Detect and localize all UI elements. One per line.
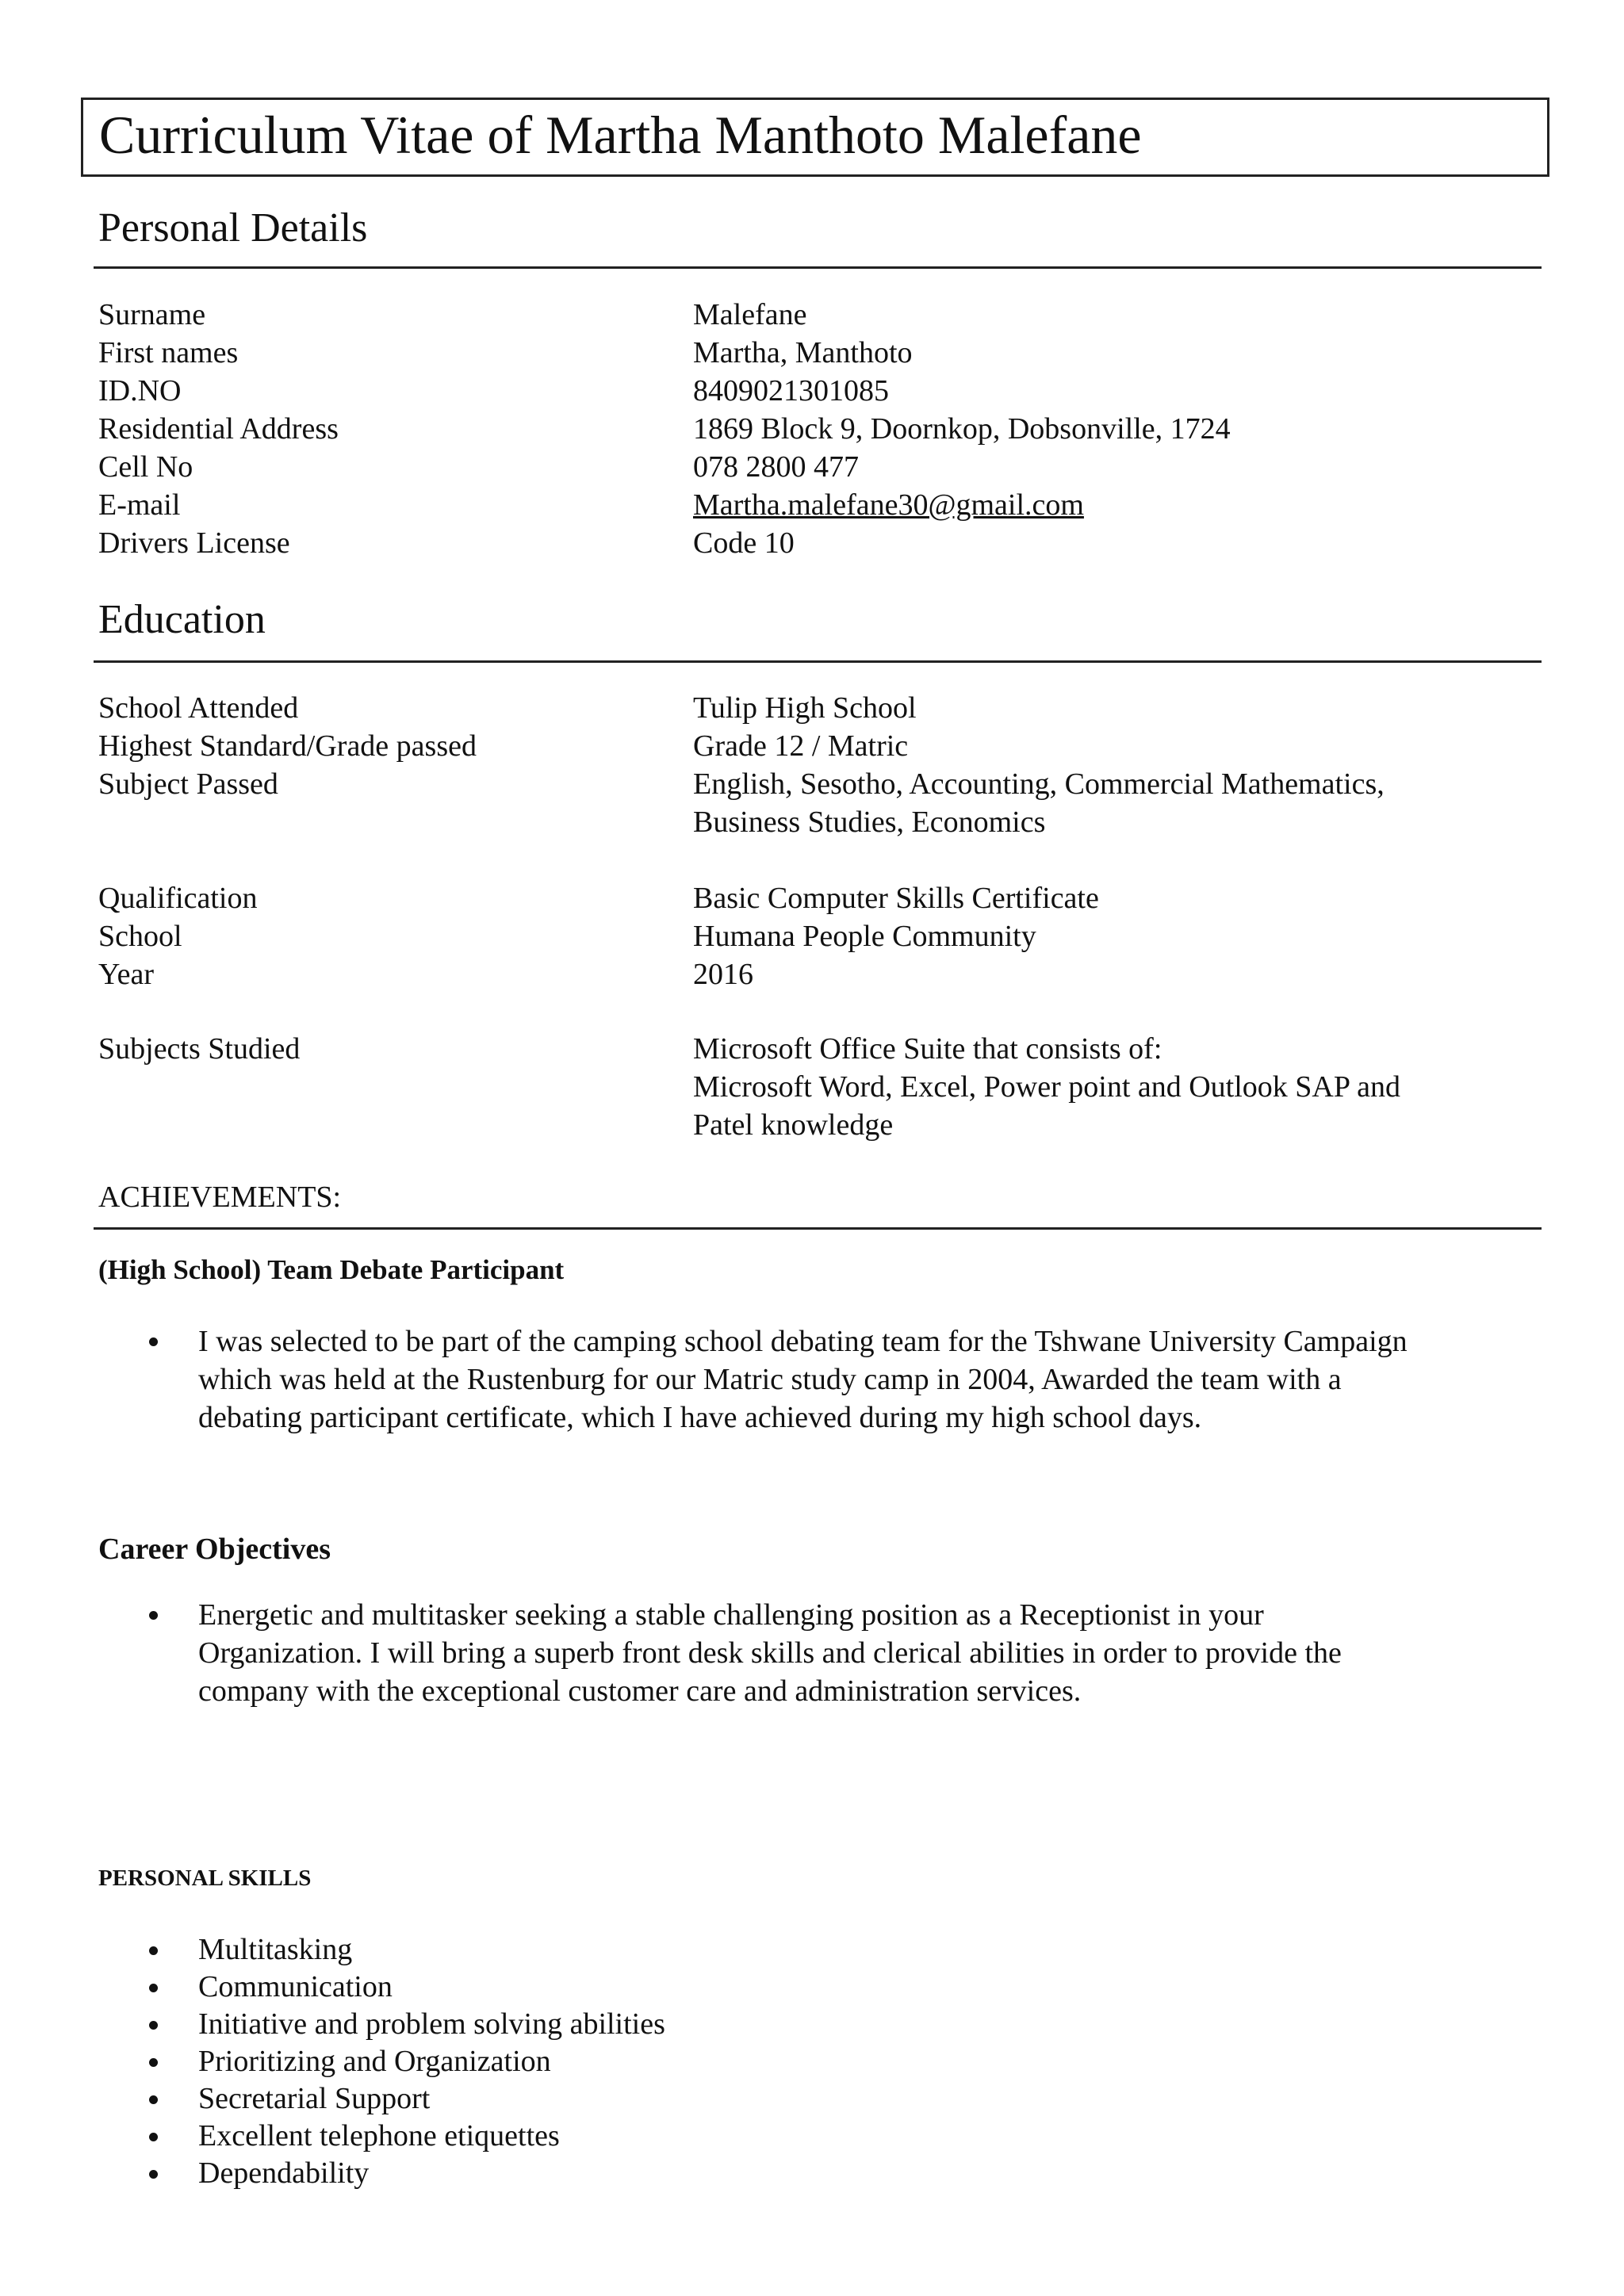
row-label: E-mail [98, 488, 181, 522]
skill-item: Secretarial Support [143, 2080, 1538, 2118]
personal-skills-heading: PERSONAL SKILLS [98, 1866, 312, 1891]
personal-details-heading: Personal Details [98, 205, 368, 251]
row-value: 2016 [693, 958, 753, 991]
studied-line: Microsoft Word, Excel, Power point and Outlook SAP and [693, 1070, 1400, 1104]
row-label: School [98, 920, 182, 953]
education-rule [94, 660, 1542, 663]
personal-details-rule [94, 266, 1542, 269]
email-link[interactable]: Martha.malefane30@gmail.com [693, 488, 1084, 522]
row-value: 8409021301085 [693, 374, 889, 408]
career-list [143, 1596, 1538, 1710]
skill-item: Initiative and problem solving abilities [143, 2006, 1538, 2043]
row-value: Tulip High School [693, 691, 917, 725]
skill-item: Multitasking [143, 1931, 1538, 1969]
achievement-line: I was selected to be part of the camping school debating team for the Tshwane University Campaign [198, 1325, 1408, 1358]
row-value: Code 10 [693, 526, 795, 560]
achievements-rule [94, 1227, 1542, 1230]
list-item [143, 1596, 1538, 1710]
row-label: Highest Standard/Grade passed [98, 729, 477, 763]
skill-item: Dependability [143, 2155, 1538, 2192]
row-label: First names [98, 336, 239, 369]
studied-line: Microsoft Office Suite that consists of: [693, 1032, 1162, 1066]
row-value [693, 765, 1565, 841]
list-item [143, 1322, 1538, 1437]
cv-title-box [81, 98, 1549, 177]
achievement-list [143, 1322, 1538, 1437]
row-value: Martha, Manthoto [693, 336, 913, 369]
skill-item: Excellent telephone etiquettes [143, 2118, 1538, 2155]
career-line: company with the exceptional customer care and administration services. [198, 1674, 1082, 1708]
cv-title: Curriculum Vitae of Martha Manthoto Malefane [99, 105, 1142, 165]
studied-line: Patel knowledge [693, 1108, 894, 1142]
row-label: ID.NO [98, 374, 182, 408]
row-value [693, 1030, 1565, 1144]
achievement-title: (High School) Team Debate Participant [98, 1254, 565, 1285]
subjects-line: Business Studies, Economics [693, 806, 1046, 839]
row-label: Qualification [98, 882, 258, 915]
row-value: Malefane [693, 298, 807, 331]
row-label: Cell No [98, 450, 193, 484]
row-label: School Attended [98, 691, 299, 725]
achievements-heading: ACHIEVEMENTS: [98, 1181, 342, 1214]
education-heading: Education [98, 597, 266, 642]
career-line: Organization. I will bring a superb front desk skills and clerical abilities in order to provide the [198, 1636, 1342, 1670]
career-line: Energetic and multitasker seeking a stable challenging position as a Receptionist in your [198, 1598, 1264, 1632]
skill-item: Prioritizing and Organization [143, 2043, 1538, 2080]
row-value: 078 2800 477 [693, 450, 859, 484]
row-label: Subject Passed [98, 767, 278, 801]
row-label: Residential Address [98, 412, 339, 446]
achievement-line: debating participant certificate, which I have achieved during my high school days. [198, 1401, 1202, 1434]
row-label: Drivers License [98, 526, 290, 560]
skill-item: Communication [143, 1969, 1538, 2006]
achievement-line: which was held at the Rustenburg for our Matric study camp in 2004, Awarded the team with a [198, 1363, 1342, 1396]
row-value: Grade 12 / Matric [693, 729, 909, 763]
career-objectives-heading: Career Objectives [98, 1533, 331, 1566]
row-label: Subjects Studied [98, 1032, 301, 1066]
row-value: Humana People Community [693, 920, 1036, 953]
skills-list [143, 1931, 1538, 2192]
row-label: Year [98, 958, 155, 991]
row-value: 1869 Block 9, Doornkop, Dobsonville, 1724 [693, 412, 1231, 446]
row-value: Basic Computer Skills Certificate [693, 882, 1099, 915]
subjects-line: English, Sesotho, Accounting, Commercial Mathematics, [693, 767, 1385, 801]
row-label: Surname [98, 298, 206, 331]
